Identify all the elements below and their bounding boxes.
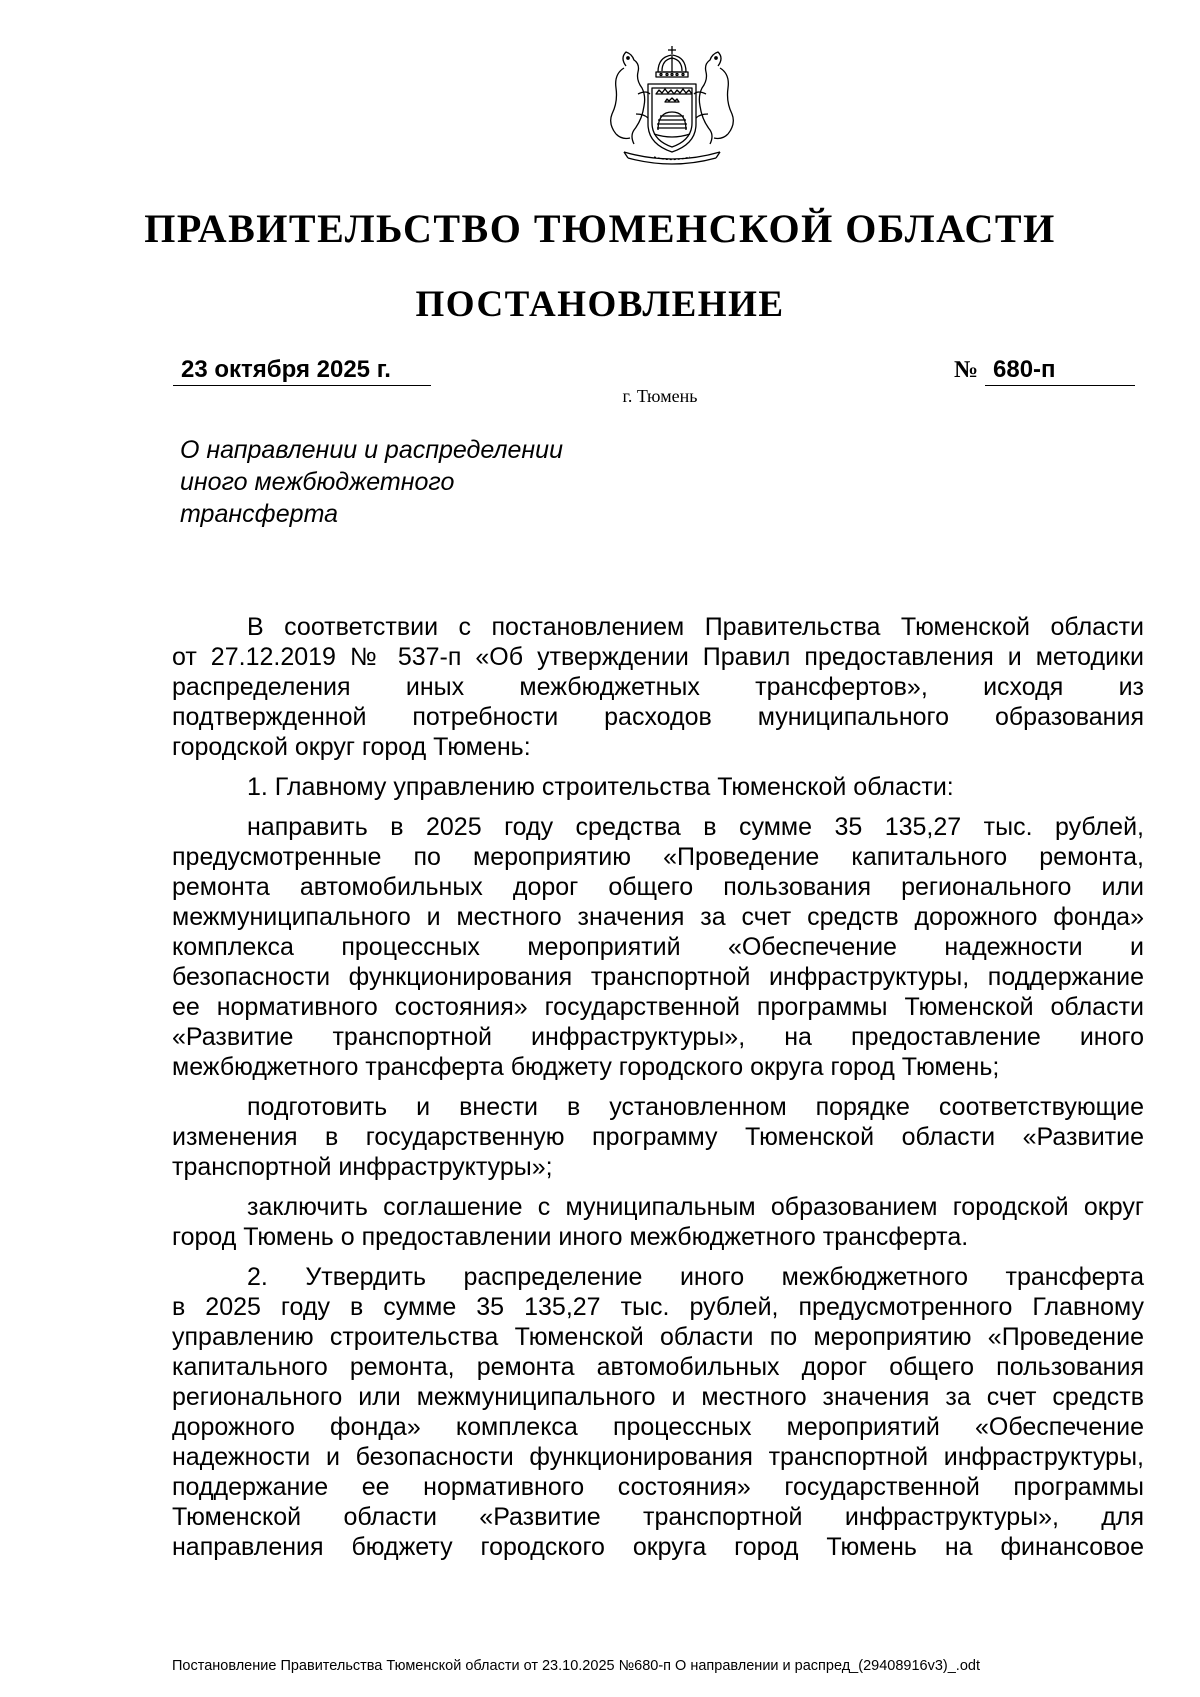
document-type-title: ПОСТАНОВЛЕНИЕ	[415, 284, 785, 325]
text-line: «Развитие транспортной инфраструктуры», на предоставление иного	[172, 1023, 1144, 1051]
text-line: направления бюджету городского округа город Тюмень на финансовое	[172, 1533, 1144, 1561]
document-date: 23 октября 2025 г.	[181, 356, 391, 383]
government-title: ПРАВИТЕЛЬСТВО ТЮМЕНСКОЙ ОБЛАСТИ	[144, 206, 1056, 251]
city-label: г. Тюмень	[622, 386, 698, 406]
text-line: городской округ город Тюмень:	[172, 733, 531, 761]
text-line: Тюменской области «Развитие транспортной инфраструктуры», для	[172, 1503, 1144, 1531]
text-line: заключить соглашение с муниципальным образованием городской округ	[247, 1193, 1144, 1221]
text-line: транспортной инфраструктуры»;	[172, 1153, 553, 1181]
text-line: ее нормативного состояния» государственной программы Тюменской области	[172, 993, 1144, 1021]
item-1-agreement-paragraph	[172, 1192, 1144, 1252]
text-line: надежности и безопасности функционирования транспортной инфраструктуры,	[172, 1443, 1144, 1471]
date-field	[173, 355, 431, 386]
text-line: регионального или межмуниципального и местного значения за счет средств	[172, 1383, 1144, 1411]
document-subject	[180, 434, 620, 530]
crown-icon	[656, 46, 688, 77]
text-line: безопасности функционирования транспортной инфраструктуры, поддержание	[172, 963, 1144, 991]
preamble-paragraph	[172, 612, 1144, 762]
text-line: дорожного фонда» комплекса процессных мероприятий «Обеспечение	[172, 1413, 1144, 1441]
number-field	[985, 355, 1135, 386]
subject-line: иного межбюджетного	[180, 468, 455, 496]
right-sable-icon	[694, 52, 733, 144]
text-line: подготовить и внести в установленном порядке соответствующие	[247, 1093, 1144, 1121]
number-sign: №	[954, 357, 979, 383]
tyumen-region-coat-of-arms-icon	[596, 44, 748, 168]
item-1-direct-paragraph	[172, 812, 1144, 1082]
text-line: управлению строительства Тюменской области по мероприятию «Проведение	[172, 1323, 1144, 1351]
text-line: капитального ремонта, ремонта автомобильных дорог общего пользования	[172, 1353, 1144, 1381]
text-line: подтвержденной потребности расходов муниципального образования	[172, 703, 1144, 731]
item-1-prepare-paragraph	[172, 1092, 1144, 1182]
shield-icon	[648, 84, 696, 152]
subject-line: трансферта	[180, 500, 339, 528]
text-line: город Тюмень о предоставлении иного межбюджетного трансферта.	[172, 1223, 969, 1251]
text-line: 1. Главному управлению строительства Тюменской области:	[247, 773, 954, 801]
text-line: распределения иных межбюджетных трансфертов», исходя из	[172, 673, 1144, 701]
document-footer: Постановление Правительства Тюменской области от 23.10.2025 №680-п О направлении и распред_(29408916v3)_.odt	[172, 1658, 980, 1674]
text-line: в 2025 году в сумме 35 135,27 тыс. рублей, предусмотренного Главному	[172, 1293, 1144, 1321]
item-2-paragraph	[172, 1262, 1144, 1562]
left-sable-icon	[611, 52, 650, 144]
document-body	[172, 612, 1144, 1562]
text-line: 2. Утвердить распределение иного межбюджетного трансферта	[247, 1263, 1144, 1291]
subject-line: О направлении и распределении	[180, 436, 563, 464]
text-line: направить в 2025 году средства в сумме 35 135,27 тыс. рублей,	[247, 813, 1144, 841]
text-line: предусмотренные по мероприятию «Проведение капитального ремонта,	[172, 843, 1144, 871]
item-1-heading	[172, 772, 1144, 802]
ribbon-icon	[624, 152, 720, 164]
text-line: изменения в государственную программу Тюменской области «Развитие	[172, 1123, 1144, 1151]
text-line: от 27.12.2019 № 537-п «Об утверждении Правил предоставления и методики	[172, 643, 1144, 671]
text-line: ремонта автомобильных дорог общего пользования регионального или	[172, 873, 1144, 901]
text-line: межмуниципального и местного значения за счет средств дорожного фонда»	[172, 903, 1144, 931]
text-line: комплекса процессных мероприятий «Обеспечение надежности и	[172, 933, 1144, 961]
text-line: В соответствии с постановлением Правительства Тюменской области	[247, 613, 1144, 641]
text-line: межбюджетного трансферта бюджету городского округа город Тюмень;	[172, 1053, 1000, 1081]
document-number: 680-п	[993, 356, 1056, 383]
text-line: поддержание ее нормативного состояния» государственной программы	[172, 1473, 1144, 1501]
